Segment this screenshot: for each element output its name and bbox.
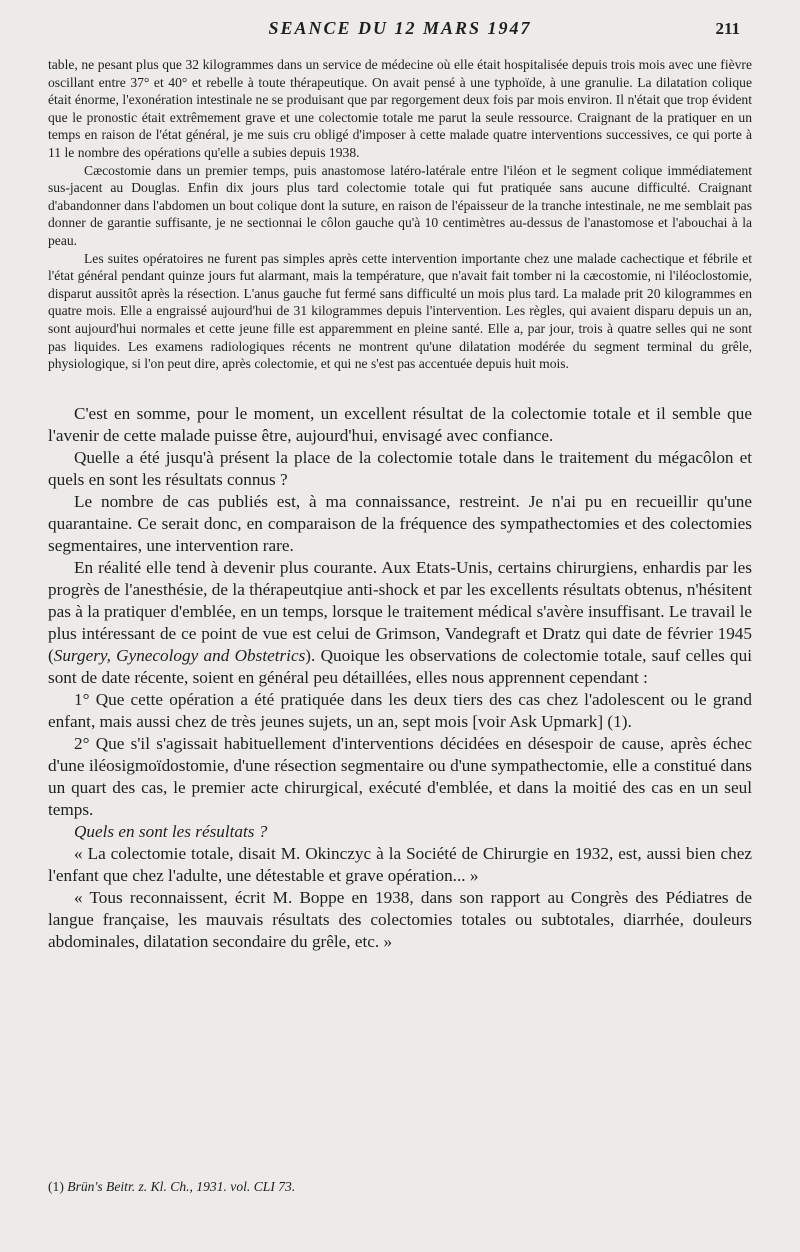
text-run: ). Quoique les observations de colectomie totale, sauf celles qui sont de date récente, soient en général peu détaillées, elles nous apprennent cependant : <box>48 645 752 687</box>
case-report-section <box>48 56 752 373</box>
paragraph: table, ne pesant plus que 32 kilogrammes dans un service de médecine où elle était hospitalisée depuis trois mois avec une fièvre oscillant entre 37° et 40° et rebelle à toute thérapeutique. On avait pensé à une typhoïde, à une granulie. La dilatation colique était énorme, l'exonération intestinale ne se produisant que par regorgement deux fois par mois environ. Il n'était que trop évident que le pronostic était extrêmement grave et une colectomie totale me parut la seule ressource. Craignant de la pratiquer en un temps en raison de l'état général, je me suis cru obligé d'imposer à cette malade quatre interventions successives, ce qui porte à 11 le nombre des opérations qu'elle a subies depuis 1938. <box>48 57 752 160</box>
paragraph: Le nombre de cas publiés est, à ma connaissance, restreint. Je n'ai pu en recueillir qu'une quarantaine. Ce serait donc, en comparaison de la fréquence des sympathectomies et des colectomies segmentaires, une intervention rare. <box>48 491 752 555</box>
footnote-marker: (1) <box>48 1179 64 1194</box>
paragraph: Les suites opératoires ne furent pas simples après cette intervention importante chez une malade cachectique et fébrile et l'état général pendant quinze jours fut alarmant, mais la température, que n'avait fait tomber ni la cæcostomie, ni l'iléoclostomie, disparut aussitôt après la résection. L'anus gauche fut fermé sans difficulté un mois plus tard. La malade prit 20 kilogrammes en quatre mois. Elle a engraissé aujourd'hui de 31 kilogrammes depuis l'intervention. Les règles, qui avaient disparu depuis un an, sont aujourd'hui normales et cette jeune fille est apparemment en pleine santé. Elle a, par jour, trois à quatre selles qui ne sont pas liquides. Les examens radiologiques récents ne montrent qu'une dilatation modérée du segment terminal du grêle, physiologique, si l'on peut dire, après colectomie, et qui ne s'est pas accentuée depuis huit mois. <box>48 250 752 372</box>
paragraph: Quelle a été jusqu'à présent la place de la colectomie totale dans le traitement du mégacôlon et quels en sont les résultats connus ? <box>48 447 752 489</box>
quote-paragraph: « La colectomie totale, disait M. Okinczyc à la Société de Chirurgie en 1932, est, aussi bien chez l'enfant que chez l'adulte, une détestable et grave opération... » <box>48 843 752 885</box>
text-run: En réalité elle tend à devenir plus courante. Aux Etats-Unis, certains chirurgiens, enhardis par les progrès de l'anesthésie, de la thérapeutqiue anti-shock et par les excellents résultats obtenus, n'hésitent pas à la pratiquer d'emblée, en un temps, lorsque le traitement médical s'avère insuffisant. Le travail le plus intéressant de ce point de vue est celui de Grimson, Vandegraft et Dratz qui date de février 1945 ( <box>48 557 752 665</box>
paragraph: C'est en somme, pour le moment, un excellent résultat de la colectomie totale et il semble que l'avenir de cette malade puisse être, aujourd'hui, envisagé avec confiance. <box>48 403 752 445</box>
running-title: SEANCE DU 12 MARS 1947 <box>268 18 532 38</box>
footnote-source: Brün's Beitr. z. Kl. Ch., 1931. vol. CLI 73. <box>67 1179 296 1194</box>
main-text-section <box>48 403 752 953</box>
paragraph: 1° Que cette opération a été pratiquée dans les deux tiers des cas chez l'adolescent ou le grand enfant, mais aussi chez de très jeunes sujets, un an, sept mois [voir Ask Upmark] (1). <box>48 689 752 731</box>
section-question: Quels en sont les résultats ? <box>74 821 268 841</box>
page-number: 211 <box>715 19 740 38</box>
paragraph: 2° Que s'il s'agissait habituellement d'interventions décidées en désespoir de cause, après échec d'une iléosigmoïdostomie, d'une résection segmentaire ou d'une sympathectomie, elle a constitué dans un quart des cas, le premier acte chirurgical, exécuté d'emblée, et dans la moitié des cas en un seul temps. <box>48 733 752 819</box>
footnote <box>48 1178 752 1196</box>
quote-paragraph: « Tous reconnaissent, écrit M. Boppe en 1938, dans son rapport au Congrès des Pédiatres de langue française, les mauvais résultats des colectomies totales ou subtotales, diarrhée, douleurs abdominales, dilatation secondaire du grêle, etc. » <box>48 887 752 951</box>
journal-title: Surgery, Gynecology and Obstetrics <box>53 645 306 665</box>
page-header <box>48 0 752 56</box>
paragraph <box>48 557 752 689</box>
paragraph: Cæcostomie dans un premier temps, puis anastomose latéro-latérale entre l'iléon et le segment colique immédiatement sus-jacent au Douglas. Enfin dix jours plus tard colectomie totale qui fut pratiquée sans aucune difficulté. Craignant d'abandonner dans l'abdomen un bout colique dont la suture, en raison de l'épaisseur de la tranche intestinale, ne me semblait pas donner de garantie suffisante, je ne sectionnai le côlon gauche qu'à 10 centimètres au-dessus de l'anastomose et l'abouchai à la peau. <box>48 162 752 248</box>
